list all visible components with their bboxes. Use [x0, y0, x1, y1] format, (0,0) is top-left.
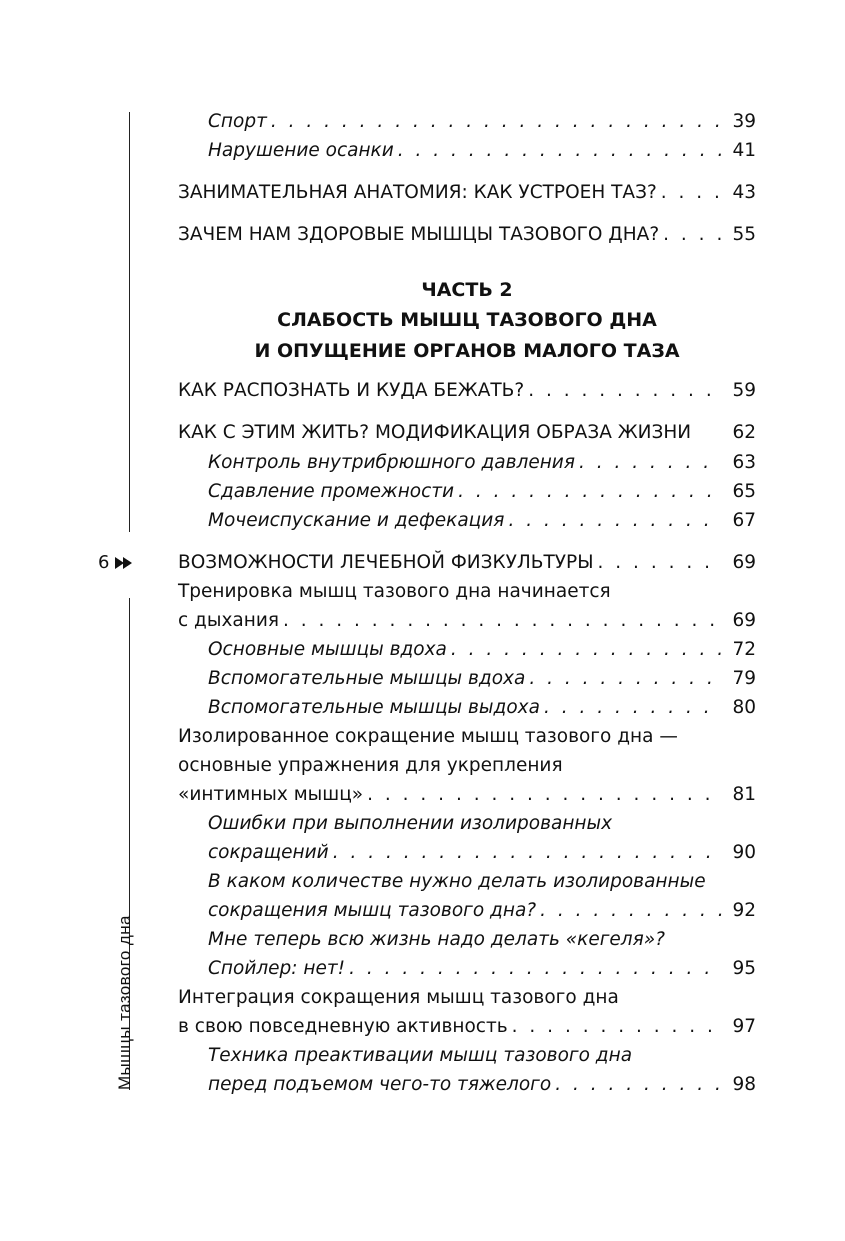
toc-entry[interactable] [178, 223, 756, 247]
toc-page-number: 90 [732, 842, 756, 863]
leader-dots [579, 451, 722, 475]
toc-entry-title: с дыхания [178, 610, 279, 631]
toc-entry[interactable] [178, 379, 756, 403]
toc-entry-title: в свою повседневную активность [178, 1016, 508, 1037]
toc-entry[interactable] [178, 783, 756, 807]
toc-entry-title: Интеграция сокращения мышц тазового дна [178, 987, 619, 1008]
toc-page-number: 97 [732, 1016, 756, 1037]
toc-entry-title: основные упражнения для укрепления [178, 755, 563, 776]
toc-entry[interactable] [208, 928, 756, 952]
toc-entry-title: Вспомогательные мышцы вдоха [208, 668, 526, 689]
leader-dots [555, 1073, 722, 1097]
toc-entry-title: сокращения мышц тазового дна? [208, 900, 537, 921]
toc-entry[interactable] [208, 110, 756, 134]
toc-entry-title: В каком количестве нужно делать изолированные [208, 871, 706, 892]
toc-page-number: 98 [732, 1074, 756, 1095]
toc-entry[interactable] [178, 181, 756, 205]
toc-entry[interactable] [178, 986, 756, 1010]
leader-dots [512, 1015, 722, 1039]
toc-entry-title: ВОЗМОЖНОСТИ ЛЕЧЕБНОЙ ФИЗКУЛЬТУРЫ [178, 552, 594, 573]
toc-page-number: 63 [732, 452, 756, 473]
leader-dots [458, 480, 722, 504]
leader-dots [451, 638, 722, 662]
toc-entry[interactable] [178, 725, 756, 749]
toc-entry-title: Ошибки при выполнении изолированных [208, 813, 613, 834]
leader-dots [598, 551, 722, 575]
toc-entry-title: Мочеиспускание и дефекация [208, 510, 505, 531]
leader-dots [544, 696, 722, 720]
leader-dots [271, 110, 722, 134]
toc-entry[interactable] [208, 480, 756, 504]
toc-page-number: 55 [732, 224, 756, 245]
running-side-title: Мышцы тазового дна [115, 915, 134, 1090]
toc-entry[interactable] [208, 812, 756, 836]
toc-page-number: 95 [732, 958, 756, 979]
double-arrow-icon [115, 557, 133, 569]
toc-entry-title: сокращений [208, 842, 329, 863]
toc-page-number: 80 [732, 697, 756, 718]
toc-page-number: 67 [732, 510, 756, 531]
toc-entry[interactable] [208, 509, 756, 533]
toc-page-number: 72 [732, 639, 756, 660]
toc-entry-title: Нарушение осанки [208, 140, 394, 161]
toc-entry[interactable] [178, 1015, 756, 1039]
leader-dots [529, 667, 722, 691]
toc-entry-title: ЗАЧЕМ НАМ ЗДОРОВЫЕ МЫШЦЫ ТАЗОВОГО ДНА? [178, 224, 660, 245]
toc-page-number: 69 [732, 610, 756, 631]
margin-rule-top [129, 112, 130, 532]
toc-page-number: 39 [732, 111, 756, 132]
toc-page-number: 92 [732, 900, 756, 921]
toc-entry[interactable] [178, 421, 756, 445]
toc-page-number: 79 [732, 668, 756, 689]
toc-entry[interactable] [208, 1044, 756, 1068]
toc-entry[interactable] [208, 1073, 756, 1097]
toc-entry[interactable] [208, 451, 756, 475]
leader-dots [540, 899, 722, 923]
page-number: 6 [98, 552, 110, 573]
leader-dots [661, 181, 722, 205]
toc-page-number: 65 [732, 481, 756, 502]
toc-entry-title: Спойлер: нет! [208, 958, 346, 979]
toc-entry-title: Вспомогательные мышцы выдоха [208, 697, 540, 718]
toc-entry[interactable] [178, 580, 756, 604]
toc-entry-title: Тренировка мышц тазового дна начинается [178, 581, 611, 602]
toc-entry[interactable] [208, 957, 756, 981]
toc-page-number: 81 [732, 784, 756, 805]
toc-entry[interactable] [208, 667, 756, 691]
toc-entry[interactable] [208, 638, 756, 662]
toc-entry-title: Мне теперь всю жизнь надо делать «кегеля»? [208, 929, 665, 950]
part-heading-line3: И ОПУЩЕНИЕ ОРГАНОВ МАЛОГО ТАЗА [254, 340, 680, 362]
toc-entry-title: перед подъемом чего-то тяжелого [208, 1074, 552, 1095]
toc-entry-title: Техника преактивации мышц тазового дна [208, 1045, 633, 1066]
toc-entry-title: Контроль внутрибрюшного давления [208, 452, 575, 473]
toc-entry[interactable] [208, 841, 756, 865]
leader-dots [283, 609, 722, 633]
toc-page-number: 41 [732, 140, 756, 161]
leader-dots [398, 139, 722, 163]
toc-page-number: 59 [732, 380, 756, 401]
toc-entry[interactable] [178, 609, 756, 633]
toc-page-number: 43 [732, 182, 756, 203]
toc-page-number: 62 [732, 422, 756, 443]
toc-entry[interactable] [178, 551, 756, 575]
toc-entry-title: Изолированное сокращение мышц тазового дна — [178, 726, 678, 747]
toc-entry-title: Спорт [208, 111, 267, 132]
leader-dots [333, 841, 722, 865]
page-number-marker [98, 551, 133, 575]
toc-entry-title: «интимных мышц» [178, 784, 364, 805]
toc-entry-title: ЗАНИМАТЕЛЬНАЯ АНАТОМИЯ: КАК УСТРОЕН ТАЗ? [178, 182, 657, 203]
toc-entry-title: Сдавление промежности [208, 481, 455, 502]
part-heading-line1: ЧАСТЬ 2 [421, 279, 513, 301]
toc-entry-title: Основные мышцы вдоха [208, 639, 447, 660]
toc-entry[interactable] [178, 754, 756, 778]
toc-entry[interactable] [208, 870, 756, 894]
leader-dots [367, 783, 722, 807]
toc-entry-title: КАК С ЭТИМ ЖИТЬ? МОДИФИКАЦИЯ ОБРАЗА ЖИЗНИ [178, 422, 692, 443]
toc-page-number: 69 [732, 552, 756, 573]
leader-dots [528, 379, 722, 403]
toc-entry[interactable] [208, 696, 756, 720]
toc-entry[interactable] [208, 899, 756, 923]
leader-dots [349, 957, 722, 981]
toc-entry-title: КАК РАСПОЗНАТЬ И КУДА БЕЖАТЬ? [178, 380, 525, 401]
part-heading-line2: СЛАБОСТЬ МЫШЦ ТАЗОВОГО ДНА [277, 309, 657, 331]
toc-entry[interactable] [208, 139, 756, 163]
leader-dots [663, 223, 722, 247]
leader-dots [508, 509, 722, 533]
